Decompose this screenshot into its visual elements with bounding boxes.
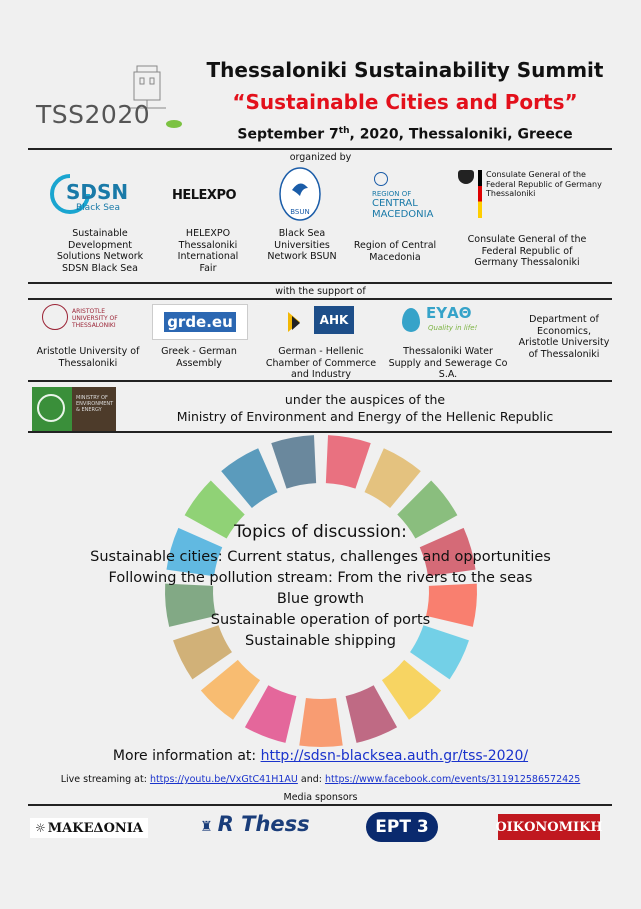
facebook-link[interactable]: https://www.facebook.com/events/311912586572425 xyxy=(324,774,581,785)
bsun-dolphin-icon xyxy=(278,166,322,222)
sponsor-ert3: ΕΡΤ 3 xyxy=(366,812,438,842)
sdg-wheel-segment xyxy=(382,660,441,720)
sponsor-rthess: ♜ R Thess xyxy=(200,812,310,836)
ahk-arrow-icon xyxy=(292,316,300,330)
support-logo-grde: grde.eu xyxy=(152,304,248,340)
sdg-wheel-segment xyxy=(245,685,296,743)
auth-seal-icon xyxy=(42,304,68,330)
topic-item: Following the pollution stream: From the rivers to the seas xyxy=(108,570,533,586)
org-name-sdsn: Sustainable Development Solutions Network SDSN Black Sea xyxy=(56,228,144,274)
support-logo-ahk: AHK xyxy=(282,304,358,338)
org-logo-consulate: Consulate General of the Federal Republic of Germany Thessaloniki xyxy=(458,168,618,220)
divider xyxy=(28,298,612,300)
auspices-line1: under the auspices of the xyxy=(284,392,446,407)
sdg-wheel-segment xyxy=(299,698,342,747)
sdg-wheel-segment xyxy=(201,660,260,720)
topics-heading: Topics of discussion: xyxy=(234,522,407,542)
more-info-link[interactable]: http://sdsn-blacksea.auth.gr/tss-2020/ xyxy=(260,748,529,764)
org-name-central-macedonia: Region of Central Macedonia xyxy=(353,240,437,263)
support-name-ahk: German - Hellenic Chamber of Commerce and Industry xyxy=(265,346,377,380)
divider xyxy=(28,380,612,382)
tss-logo xyxy=(34,62,184,132)
org-logo-helexpo: HELEXPO xyxy=(172,188,237,203)
greek-emblem-icon xyxy=(374,172,388,186)
support-name-economics: Department of Economics, Aristotle University of Thessaloniki xyxy=(518,314,610,360)
sponsor-oikonomiki: ΟΙΚΟΝΟΜΙΚΗ xyxy=(498,814,600,840)
topic-item: Sustainable cities: Current status, challenges and opportunities xyxy=(90,549,551,565)
media-sponsors-label: Media sponsors xyxy=(283,792,358,803)
support-name-grde: Greek - German Assembly xyxy=(161,346,237,369)
divider xyxy=(28,148,612,150)
topic-item: Sustainable shipping xyxy=(245,633,396,649)
org-name-bsun: Black Sea Universities Network BSUN xyxy=(267,228,337,262)
auspices-line2: Ministry of Environment and Energy of the Hellenic Republic xyxy=(176,409,554,424)
german-eagle-icon xyxy=(458,170,474,184)
org-name-consulate: Consulate General of the Federal Republic of Germany Thessaloniki xyxy=(467,234,587,268)
sdg-wheel-segment xyxy=(365,448,421,508)
topic-item: Blue growth xyxy=(276,591,365,607)
svg-text:BSUN: BSUN xyxy=(290,208,310,216)
ministry-circle-icon xyxy=(37,394,65,422)
makedonia-sun-icon: ☼ xyxy=(35,821,46,835)
sdg-wheel-segment xyxy=(326,435,371,488)
organized-by-label: organized by xyxy=(289,152,352,163)
more-info: More information at: http://sdsn-blacksea.auth.gr/tss-2020/ xyxy=(112,748,529,764)
rthess-tower-icon: ♜ xyxy=(200,819,213,835)
sdg-wheel-segment xyxy=(271,435,316,488)
divider xyxy=(28,282,612,284)
sponsor-makedonia: ☼ ΜΑΚΕΔΟΝΙΑ xyxy=(30,818,148,838)
org-logo-sdsn: SDSN Black Sea xyxy=(50,172,140,216)
ministry-logo: MINISTRY OF ENVIRONMENT & ENERGY xyxy=(32,387,116,431)
event-date: September 7th, 2020, Thessaloniki, Greece xyxy=(237,126,573,143)
youtube-link[interactable]: https://youtu.be/VxGtC41H1AU xyxy=(149,774,298,785)
page-subtitle: “Sustainable Cities and Ports” xyxy=(232,90,578,114)
water-drop-icon xyxy=(402,308,420,332)
support-logo-auth: ARISTOTLE UNIVERSITY OF THESSALONIKI xyxy=(42,302,132,336)
support-name-eyath: Thessaloniki Water Supply and Sewerage Co S.A. xyxy=(388,346,508,380)
page-title: Thessaloniki Sustainability Summit xyxy=(206,58,604,82)
tss-logo-text: TSS2020 xyxy=(36,100,151,129)
topic-item: Sustainable operation of ports xyxy=(210,612,431,628)
sdg-wheel-segment xyxy=(221,448,277,508)
org-name-helexpo: HELEXPO Thessaloniki International Fair xyxy=(177,228,239,274)
org-logo-central-macedonia: REGION OF CENTRAL MACEDONIA xyxy=(356,172,446,220)
support-label: with the support of xyxy=(275,286,366,297)
org-logo-bsun xyxy=(278,166,322,222)
live-streaming: Live streaming at: https://youtu.be/VxGtC41H1AU and: https://www.facebook.com/events/311912586572425 xyxy=(60,774,581,785)
sdg-wheel-segment xyxy=(346,685,397,743)
german-flag-icon xyxy=(478,170,482,218)
support-logo-eyath: ΕΥΑΘ Quality in life! xyxy=(402,304,492,338)
support-name-auth: Aristotle University of Thessaloniki xyxy=(36,346,140,369)
divider xyxy=(28,804,612,806)
